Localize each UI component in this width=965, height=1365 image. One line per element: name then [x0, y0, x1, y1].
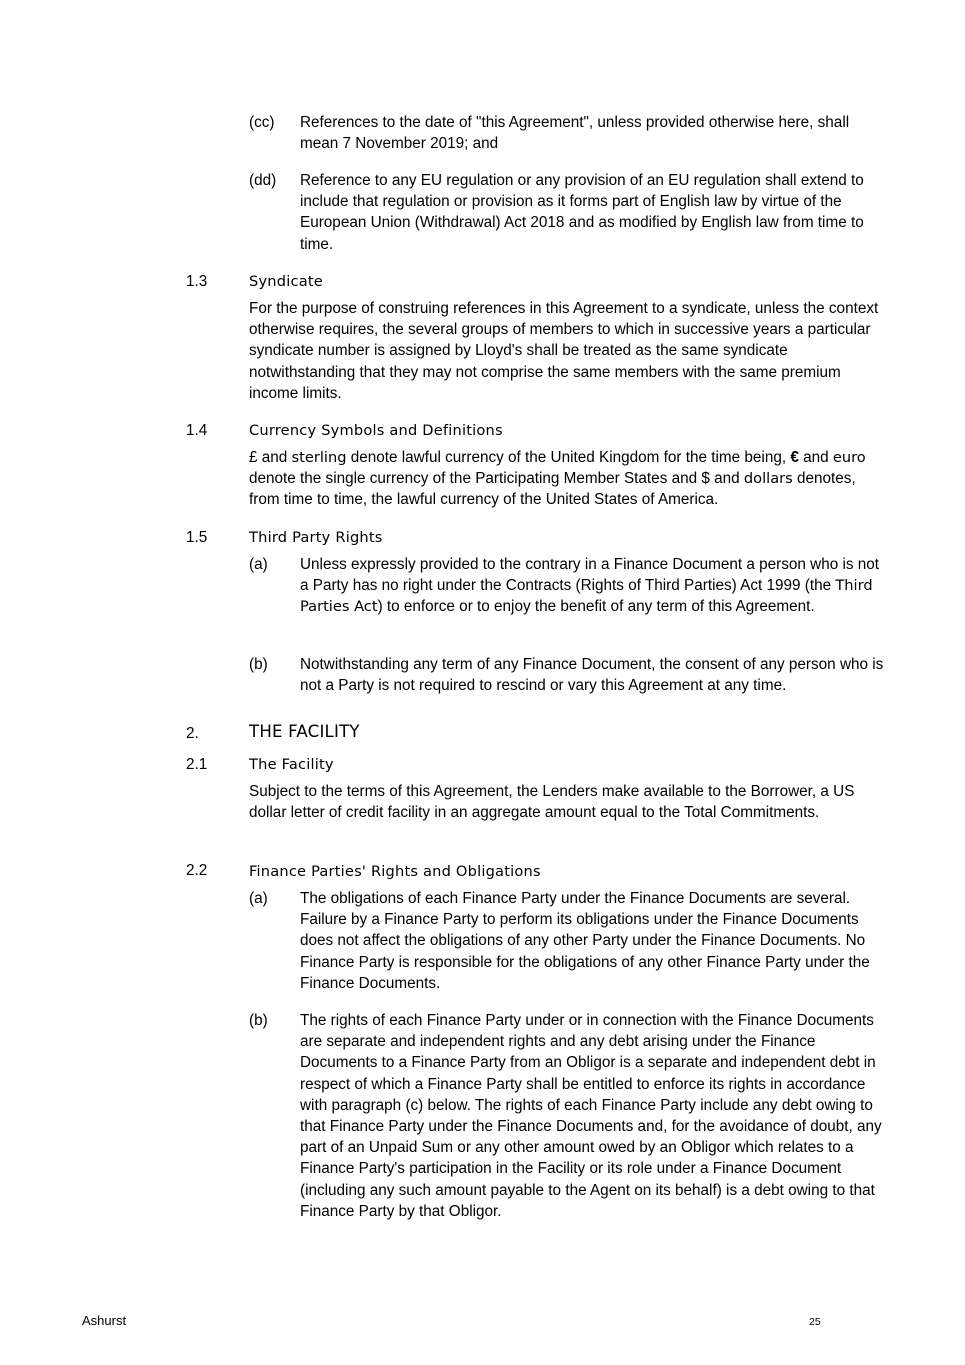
section-number: 1.3 [186, 273, 208, 290]
page-number: 25 [809, 1316, 821, 1328]
clause-text: Reference to any EU regulation or any provision of an EU regulation shall extend to include that regulation or provision as it forms part of English law by virtue of the European Union (Withdrawal) Act 2018 and as modified by English law from time to time. [300, 172, 864, 253]
body-text: and [261, 449, 288, 466]
section-number: 1.4 [186, 422, 208, 439]
clause-label: (a) [249, 890, 268, 907]
clause-number: 2. [186, 725, 199, 742]
clause-label: (b) [249, 656, 268, 673]
body-text: Unless expressly provided to the contrary in a Finance Document a person who is not a Party has no right under the Contracts (Rights of Third Parties) Act 1999 (the [300, 556, 880, 595]
section-body [249, 447, 889, 511]
section-heading: Finance Parties' Rights and Obligations [249, 863, 541, 880]
defined-term: dollars [743, 470, 793, 488]
clause-label: (dd) [249, 172, 277, 189]
section-heading: Syndicate [249, 273, 323, 290]
section-number: 2.1 [186, 756, 208, 773]
body-text: and [803, 449, 829, 466]
euro-symbol: € [790, 449, 799, 466]
clause-label: (a) [249, 556, 268, 573]
body-text: ) to enforce or to enjoy the benefit of any term of this Agreement. [377, 598, 815, 616]
body-text: denote the single currency of the Participating Member States and $ and [249, 470, 740, 488]
section-heading: Third Party Rights [249, 529, 383, 546]
section-body: For the purpose of construing references in this Agreement to a syndicate, unless the context otherwise requires, the several groups of members to which in successive years a particular syndicate number is assigned by Lloyd's shall be treated as the same syndicate notwithstanding that they may not comprise the same members with the same premium income limits. [249, 300, 879, 402]
section-body: Subject to the terms of this Agreement, the Lenders make available to the Borrower, a US dollar letter of credit facility in an aggregate amount equal to the Total Commitments. [249, 783, 855, 822]
body-text: denote lawful currency of the United Kingdom for the time being, [350, 449, 787, 466]
body-text: denotes, from time to time, the lawful currency of the United States of America. [249, 470, 856, 509]
clause-text: Notwithstanding any term of any Finance Document, the consent of any person who is not a Party is not required to rescind or vary this Agreement at any time. [300, 656, 884, 695]
clause-text: The obligations of each Finance Party under the Finance Documents are several. Failure by a Finance Party to perform its obligations under the Finance Documents does not affect the obligations of any other Party under the Finance Documents. No Finance Party is responsible for the obligations of any other Finance Party under the Finance Documents. [300, 890, 870, 992]
clause-text [300, 554, 884, 618]
section-heading: Currency Symbols and Definitions [249, 422, 503, 439]
defined-term: Third Parties Act [300, 577, 873, 616]
clause-title: THE FACILITY [249, 722, 360, 741]
defined-term: euro [832, 449, 866, 466]
clause-text: The rights of each Finance Party under or in connection with the Finance Documents are separate and independent rights and any debt arising under the Finance Documents to a Finance Party from an Obligor is a separate and independent debt in respect of which a Finance Party shall be entitled to enforce its rights in accordance with paragraph (c) below. The rights of each Finance Party include any debt owing to that Finance Party under the Finance Documents and, for the avoidance of doubt, any part of an Unpaid Sum or any other amount owed by an Obligor which relates to a Finance Party's participation in the Facility or its role under a Finance Document (including any such amount payable to the Agent on its behalf) is a debt owing to that Finance Party by that Obligor. [300, 1012, 882, 1220]
section-number: 1.5 [186, 529, 208, 546]
section-number: 2.2 [186, 862, 208, 879]
pound-symbol: £ [249, 449, 258, 466]
footer-firm-name: Ashurst [82, 1313, 127, 1328]
clause-label: (cc) [249, 114, 275, 131]
section-heading: The Facility [249, 756, 334, 773]
defined-term: sterling [291, 449, 347, 466]
clause-text: References to the date of "this Agreement", unless provided otherwise here, shall mean 7 November 2019; and [300, 114, 850, 153]
clause-label: (b) [249, 1012, 268, 1029]
